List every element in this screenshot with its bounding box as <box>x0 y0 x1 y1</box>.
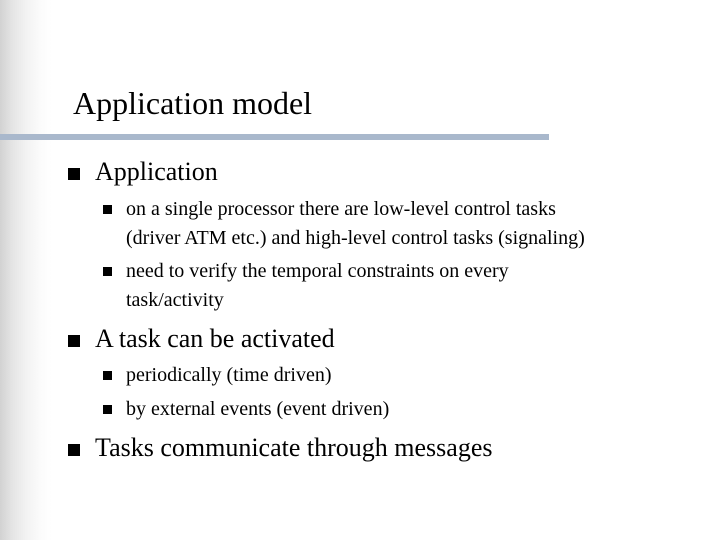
sub-bullet-item-line: need to verify the temporal constraints on every <box>126 260 509 282</box>
bullet-item-application: Application <box>95 157 218 186</box>
sub-bullet-square-icon <box>103 205 112 214</box>
sub-bullet-square-icon <box>103 267 112 276</box>
bullet-square-icon <box>68 335 80 347</box>
title-underline <box>0 134 549 140</box>
bullet-item-task-activation: A task can be activated <box>95 324 335 353</box>
bullet-square-icon <box>68 444 80 456</box>
sub-bullet-item-line: by external events (event driven) <box>126 398 390 420</box>
slide-title: Application model <box>73 85 313 121</box>
sub-bullet-square-icon <box>103 405 112 414</box>
bullet-square-icon <box>68 168 80 180</box>
sub-bullet-item-line: task/activity <box>126 289 224 311</box>
sub-bullet-item-line: (driver ATM etc.) and high-level control tasks (signaling) <box>126 227 585 249</box>
sub-bullet-square-icon <box>103 371 112 380</box>
sub-bullet-item-line: periodically (time driven) <box>126 364 332 386</box>
bullet-item-messages: Tasks communicate through messages <box>95 433 493 462</box>
sub-bullet-item-line: on a single processor there are low-level control tasks <box>126 198 556 220</box>
